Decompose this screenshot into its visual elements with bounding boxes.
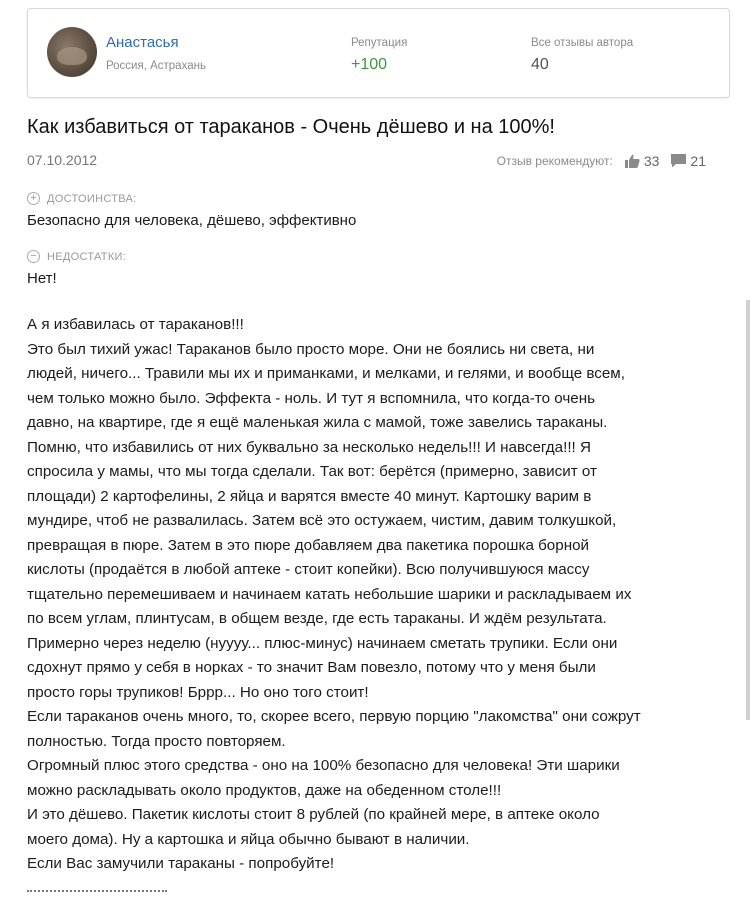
plus-circle-icon: + <box>27 192 40 205</box>
reputation-value: +100 <box>351 56 388 73</box>
body-line: просто горы трупиков! Бррр... Но оно того стоит! <box>27 683 369 701</box>
page-scrollbar[interactable] <box>746 300 750 720</box>
author-location: Россия, Астрахань <box>106 60 206 72</box>
pros-header <box>27 192 136 205</box>
minus-circle-icon: − <box>27 250 40 263</box>
thumbs-up-icon[interactable] <box>625 154 640 168</box>
review-body <box>27 313 727 877</box>
review-title: Как избавиться от тараканов - Очень дёшево и на 100%! <box>27 116 555 138</box>
body-line: по всем углам, плинтусам, в общем везде, где есть тараканы. И ждём результата. <box>27 610 607 627</box>
body-line: Примерно через неделю (нуууу... плюс-минус) начинаем сметать трупики. Если они <box>27 634 618 652</box>
body-line: Если Вас замучили тараканы - попробуйте! <box>27 855 335 872</box>
body-line: чем только можно было. Эффекта - ноль. И тут я вспомнила, что когда-то очень <box>27 389 596 407</box>
body-line: людей, ничего... Травили мы их и приманками, и мелками, и гелями, и вообще всем, <box>27 365 625 382</box>
likes-count: 33 <box>643 153 660 169</box>
body-line: мундире, чтоб не развалилась. Затем всё это остужаем, чистим, давим толкушкой, <box>27 512 617 529</box>
recommend-row <box>497 153 706 169</box>
body-line: кислоты (продаётся в любой аптеке - стоит копейки). Всю получившуюся массу <box>27 561 590 578</box>
cons-text: Нет! <box>27 270 57 287</box>
pros-text: Безопасно для человека, дёшево, эффективно <box>27 212 357 229</box>
author-name-link[interactable]: Анастасья <box>106 34 179 51</box>
body-line: сдохнут прямо у себя в норках - то значит Вам повезло, потому что у меня были <box>27 659 596 676</box>
body-line: Огромный плюс этого средства - оно на 100% безопасно для человека! Эти шарики <box>27 757 620 774</box>
avatar[interactable] <box>47 27 97 77</box>
author-reviews-label[interactable]: Все отзывы автора <box>531 37 634 49</box>
body-line: моего дома). Ну а картошка и яйца обычно бывают в наличии. <box>27 830 470 848</box>
body-line: Если тараканов очень много, то, скорее всего, первую порцию "лакомства" они сожрут <box>27 708 641 725</box>
truncated-text-edge <box>27 890 167 897</box>
review-date: 07.10.2012 <box>27 152 98 168</box>
body-line: И это дёшево. Пакетик кислоты стоит 8 рублей (по крайней мере, в аптеке около <box>27 806 600 823</box>
recommend-label: Отзыв рекомендуют: <box>496 154 613 168</box>
cons-label: НЕДОСТАТКИ: <box>47 250 127 263</box>
body-line: площади) 2 картофелины, 2 яйца и варятся вместе 40 минут. Картошку варим в <box>27 487 592 505</box>
body-line: полностью. Тогда просто повторяем. <box>27 732 286 750</box>
author-reviews-count[interactable]: 40 <box>531 56 549 73</box>
body-line: тщательно перемешиваем и начинаем катать небольшие шарики и раскладываем их <box>27 585 632 603</box>
body-line: можно раскладывать около продуктов, даже на обеденном столе!!! <box>27 781 502 799</box>
author-card <box>27 8 730 98</box>
pros-label: ДОСТОИНСТВА: <box>47 192 137 205</box>
body-line: давно, на квартире, где я ещё маленькая жила с мамой, тоже завелись тараканы. <box>27 414 608 431</box>
comment-icon[interactable] <box>671 154 686 168</box>
body-line: Это был тихий ужас! Тараканов было просто море. Они не боялись ни света, ни <box>27 340 595 358</box>
reputation-label: Репутация <box>351 37 408 49</box>
body-line: спросила у мамы, что мы тогда сделали. Так вот: берётся (примерно, зависит от <box>27 463 597 480</box>
comments-count[interactable]: 21 <box>690 153 706 169</box>
body-line: Помню, что избавились от них буквально за несколько недель!!! И навсегда!!! Я <box>27 438 591 456</box>
body-line: превращая в пюре. Затем в это пюре добавляем два пакетика порошка борной <box>27 536 590 554</box>
body-line: А я избавилась от тараканов!!! <box>27 316 244 333</box>
cons-header <box>27 250 126 263</box>
